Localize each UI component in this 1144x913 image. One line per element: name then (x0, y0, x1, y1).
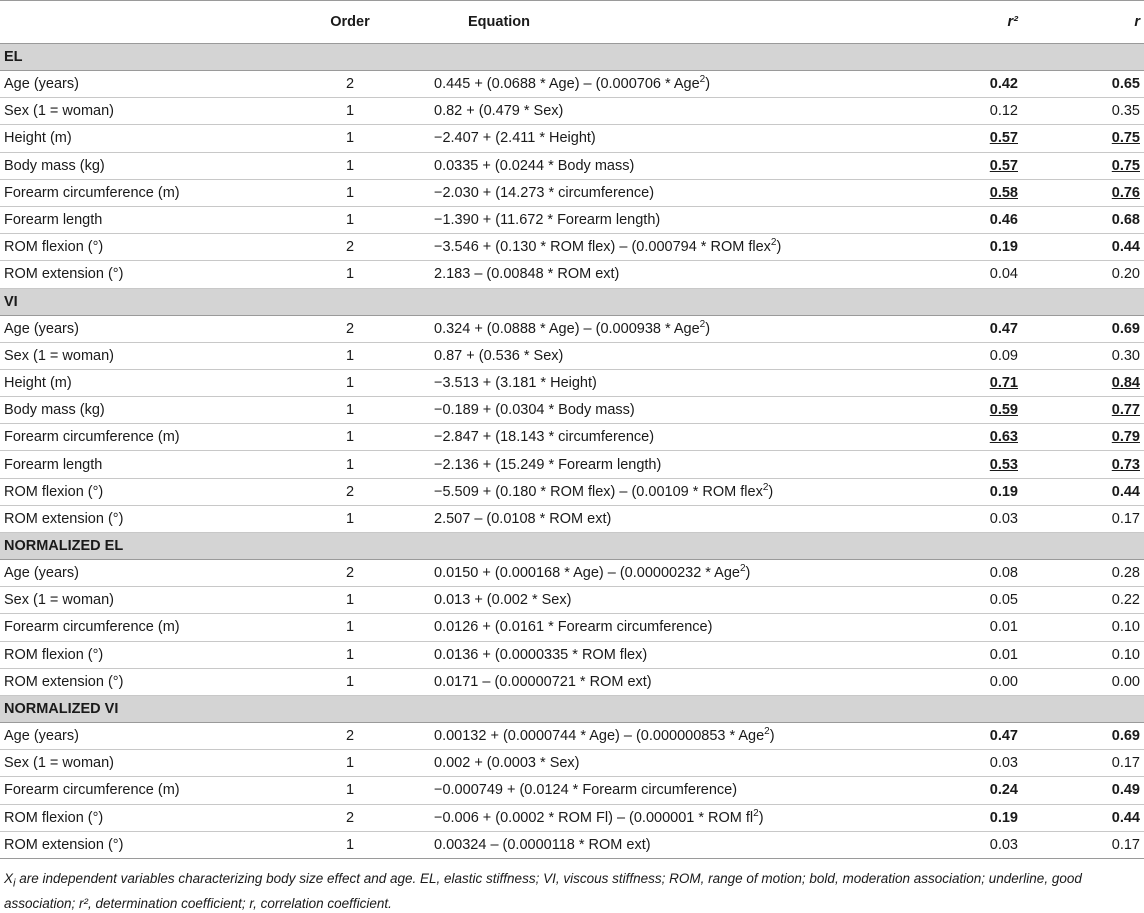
cell-r2: 0.57 (900, 125, 1022, 152)
table-row (0, 152, 1144, 179)
cell-equation: −0.189 + (0.0304 * Body mass) (430, 397, 900, 424)
cell-r2: 0.05 (900, 587, 1022, 614)
cell-r: 0.79 (1022, 424, 1144, 451)
cell-equation: 0.002 + (0.0003 * Sex) (430, 750, 900, 777)
cell-r2: 0.47 (900, 722, 1022, 749)
cell-equation: 0.82 + (0.479 * Sex) (430, 98, 900, 125)
cell-variable: ROM flexion (°) (0, 234, 270, 261)
cell-order: 1 (270, 587, 430, 614)
cell-order: 1 (270, 397, 430, 424)
cell-r: 0.73 (1022, 451, 1144, 478)
cell-variable: ROM flexion (°) (0, 804, 270, 831)
section-title: VI (0, 288, 1144, 315)
cell-order: 2 (270, 722, 430, 749)
cell-order: 1 (270, 505, 430, 532)
cell-r2: 0.09 (900, 342, 1022, 369)
footnote-xi: $X_i$ (4, 870, 16, 890)
cell-variable: ROM extension (°) (0, 831, 270, 858)
cell-variable: Sex (1 = woman) (0, 98, 270, 125)
cell-equation: 0.324 + (0.0888 * Age) – (0.000938 * Age$^2$) (430, 315, 900, 342)
cell-equation: 0.0136 + (0.0000335 * ROM flex) (430, 641, 900, 668)
cell-r: 0.10 (1022, 614, 1144, 641)
cell-order: 1 (270, 451, 430, 478)
cell-r2: 0.04 (900, 261, 1022, 288)
cell-r: 0.49 (1022, 777, 1144, 804)
header-r2: r² (900, 1, 1022, 44)
cell-variable: Forearm length (0, 451, 270, 478)
table-row (0, 315, 1144, 342)
cell-r: 0.17 (1022, 505, 1144, 532)
table-row (0, 505, 1144, 532)
cell-order: 2 (270, 234, 430, 261)
section-header-row (0, 533, 1144, 560)
footnote-text: are independent variables characterizing body size effect and age. EL, elastic stiffness; VI, viscous stiffness; ROM, range of motion; bold, moderation association; underline, good association; r², determination coefficient; r, correlation coefficient. (4, 870, 1082, 911)
header-equation: Equation (430, 1, 900, 44)
table-row (0, 614, 1144, 641)
cell-equation: −2.847 + (18.143 * circumference) (430, 424, 900, 451)
cell-order: 2 (270, 315, 430, 342)
table-row (0, 641, 1144, 668)
cell-order: 1 (270, 369, 430, 396)
cell-variable: Sex (1 = woman) (0, 587, 270, 614)
cell-equation: 0.0126 + (0.0161 * Forearm circumference) (430, 614, 900, 641)
cell-r2: 0.58 (900, 179, 1022, 206)
cell-r2: 0.03 (900, 505, 1022, 532)
cell-order: 1 (270, 750, 430, 777)
cell-order: 1 (270, 831, 430, 858)
cell-r2: 0.03 (900, 750, 1022, 777)
table-row (0, 804, 1144, 831)
table-row (0, 342, 1144, 369)
cell-order: 1 (270, 424, 430, 451)
table-row (0, 587, 1144, 614)
cell-variable: ROM extension (°) (0, 261, 270, 288)
cell-r2: 0.12 (900, 98, 1022, 125)
cell-r2: 0.59 (900, 397, 1022, 424)
cell-r: 0.76 (1022, 179, 1144, 206)
section-header-row (0, 288, 1144, 315)
cell-r: 0.35 (1022, 98, 1144, 125)
section-title: EL (0, 44, 1144, 71)
table-row (0, 750, 1144, 777)
cell-r2: 0.01 (900, 614, 1022, 641)
section-header-row (0, 695, 1144, 722)
cell-order: 1 (270, 152, 430, 179)
header-variable (0, 1, 270, 44)
cell-variable: Age (years) (0, 560, 270, 587)
cell-r2: 0.00 (900, 668, 1022, 695)
cell-equation: −2.030 + (14.273 * circumference) (430, 179, 900, 206)
table-row (0, 668, 1144, 695)
cell-equation: −3.513 + (3.181 * Height) (430, 369, 900, 396)
cell-variable: Forearm circumference (m) (0, 179, 270, 206)
cell-order: 1 (270, 641, 430, 668)
header-r: r (1022, 1, 1144, 44)
cell-r: 0.44 (1022, 804, 1144, 831)
cell-equation: 0.445 + (0.0688 * Age) – (0.000706 * Age$^2$) (430, 71, 900, 98)
cell-equation: 2.507 – (0.0108 * ROM ext) (430, 505, 900, 532)
cell-equation: 2.183 – (0.00848 * ROM ext) (430, 261, 900, 288)
table-row (0, 234, 1144, 261)
cell-r: 0.20 (1022, 261, 1144, 288)
cell-order: 1 (270, 179, 430, 206)
cell-variable: ROM flexion (°) (0, 641, 270, 668)
cell-variable: Height (m) (0, 125, 270, 152)
cell-equation: −3.546 + (0.130 * ROM flex) – (0.000794 * ROM flex$^2$) (430, 234, 900, 261)
cell-r2: 0.03 (900, 831, 1022, 858)
cell-r: 0.17 (1022, 831, 1144, 858)
cell-equation: −5.509 + (0.180 * ROM flex) – (0.00109 * ROM flex$^2$) (430, 478, 900, 505)
cell-equation: −0.000749 + (0.0124 * Forearm circumference) (430, 777, 900, 804)
cell-r: 0.10 (1022, 641, 1144, 668)
cell-order: 1 (270, 125, 430, 152)
cell-variable: Age (years) (0, 722, 270, 749)
cell-order: 2 (270, 71, 430, 98)
cell-r2: 0.24 (900, 777, 1022, 804)
table-row (0, 560, 1144, 587)
table-row (0, 722, 1144, 749)
cell-equation: 0.0171 – (0.00000721 * ROM ext) (430, 668, 900, 695)
cell-variable: Sex (1 = woman) (0, 750, 270, 777)
cell-order: 2 (270, 478, 430, 505)
cell-equation: 0.0150 + (0.000168 * Age) – (0.00000232 * Age$^2$) (430, 560, 900, 587)
table-row (0, 451, 1144, 478)
cell-r: 0.44 (1022, 234, 1144, 261)
cell-r2: 0.46 (900, 206, 1022, 233)
cell-r: 0.75 (1022, 152, 1144, 179)
table-body (0, 44, 1144, 859)
cell-r: 0.75 (1022, 125, 1144, 152)
section-title: NORMALIZED EL (0, 533, 1144, 560)
cell-equation: 0.87 + (0.536 * Sex) (430, 342, 900, 369)
cell-variable: Body mass (kg) (0, 152, 270, 179)
cell-r2: 0.01 (900, 641, 1022, 668)
table-row (0, 206, 1144, 233)
cell-equation: −1.390 + (11.672 * Forearm length) (430, 206, 900, 233)
cell-variable: Body mass (kg) (0, 397, 270, 424)
cell-equation: −2.407 + (2.411 * Height) (430, 125, 900, 152)
cell-variable: ROM extension (°) (0, 668, 270, 695)
table-row (0, 261, 1144, 288)
cell-r2: 0.71 (900, 369, 1022, 396)
cell-r: 0.22 (1022, 587, 1144, 614)
cell-variable: Height (m) (0, 369, 270, 396)
cell-r2: 0.08 (900, 560, 1022, 587)
cell-r: 0.28 (1022, 560, 1144, 587)
table-header (0, 1, 1144, 44)
table-row (0, 125, 1144, 152)
table-row (0, 71, 1144, 98)
cell-r: 0.69 (1022, 722, 1144, 749)
cell-r: 0.68 (1022, 206, 1144, 233)
cell-variable: Forearm circumference (m) (0, 614, 270, 641)
cell-r2: 0.42 (900, 71, 1022, 98)
cell-r: 0.69 (1022, 315, 1144, 342)
cell-r2: 0.63 (900, 424, 1022, 451)
cell-r: 0.30 (1022, 342, 1144, 369)
table-row (0, 397, 1144, 424)
cell-r2: 0.47 (900, 315, 1022, 342)
cell-r: 0.77 (1022, 397, 1144, 424)
cell-equation: −0.006 + (0.0002 * ROM Fl) – (0.000001 * ROM $fl^2$) (430, 804, 900, 831)
cell-r: 0.44 (1022, 478, 1144, 505)
cell-variable: Sex (1 = woman) (0, 342, 270, 369)
cell-equation: 0.0335 + (0.0244 * Body mass) (430, 152, 900, 179)
table-row (0, 369, 1144, 396)
cell-variable: Age (years) (0, 71, 270, 98)
cell-r2: 0.19 (900, 804, 1022, 831)
section-title: NORMALIZED VI (0, 695, 1144, 722)
cell-order: 1 (270, 668, 430, 695)
cell-order: 1 (270, 206, 430, 233)
cell-variable: Age (years) (0, 315, 270, 342)
cell-r2: 0.19 (900, 478, 1022, 505)
cell-r: 0.00 (1022, 668, 1144, 695)
section-header-row (0, 44, 1144, 71)
table-row (0, 179, 1144, 206)
cell-order: 1 (270, 342, 430, 369)
cell-variable: ROM flexion (°) (0, 478, 270, 505)
cell-equation: 0.013 + (0.002 * Sex) (430, 587, 900, 614)
table-row (0, 831, 1144, 858)
cell-r: 0.65 (1022, 71, 1144, 98)
table-footnote (0, 859, 1144, 913)
cell-variable: Forearm length (0, 206, 270, 233)
cell-equation: 0.00324 – (0.0000118 * ROM ext) (430, 831, 900, 858)
table-row (0, 98, 1144, 125)
header-order: Order (270, 1, 430, 44)
cell-order: 1 (270, 777, 430, 804)
cell-order: 1 (270, 261, 430, 288)
cell-order: 1 (270, 98, 430, 125)
cell-variable: Forearm circumference (m) (0, 777, 270, 804)
cell-variable: Forearm circumference (m) (0, 424, 270, 451)
cell-r2: 0.19 (900, 234, 1022, 261)
table-row (0, 478, 1144, 505)
table-row (0, 777, 1144, 804)
cell-variable: ROM extension (°) (0, 505, 270, 532)
cell-equation: 0.00132 + (0.0000744 * Age) – (0.000000853 * Age$^2$) (430, 722, 900, 749)
cell-r: 0.17 (1022, 750, 1144, 777)
cell-order: 2 (270, 804, 430, 831)
cell-order: 2 (270, 560, 430, 587)
cell-r2: 0.57 (900, 152, 1022, 179)
cell-r: 0.84 (1022, 369, 1144, 396)
cell-r2: 0.53 (900, 451, 1022, 478)
cell-equation: −2.136 + (15.249 * Forearm length) (430, 451, 900, 478)
table-row (0, 424, 1144, 451)
cell-order: 1 (270, 614, 430, 641)
